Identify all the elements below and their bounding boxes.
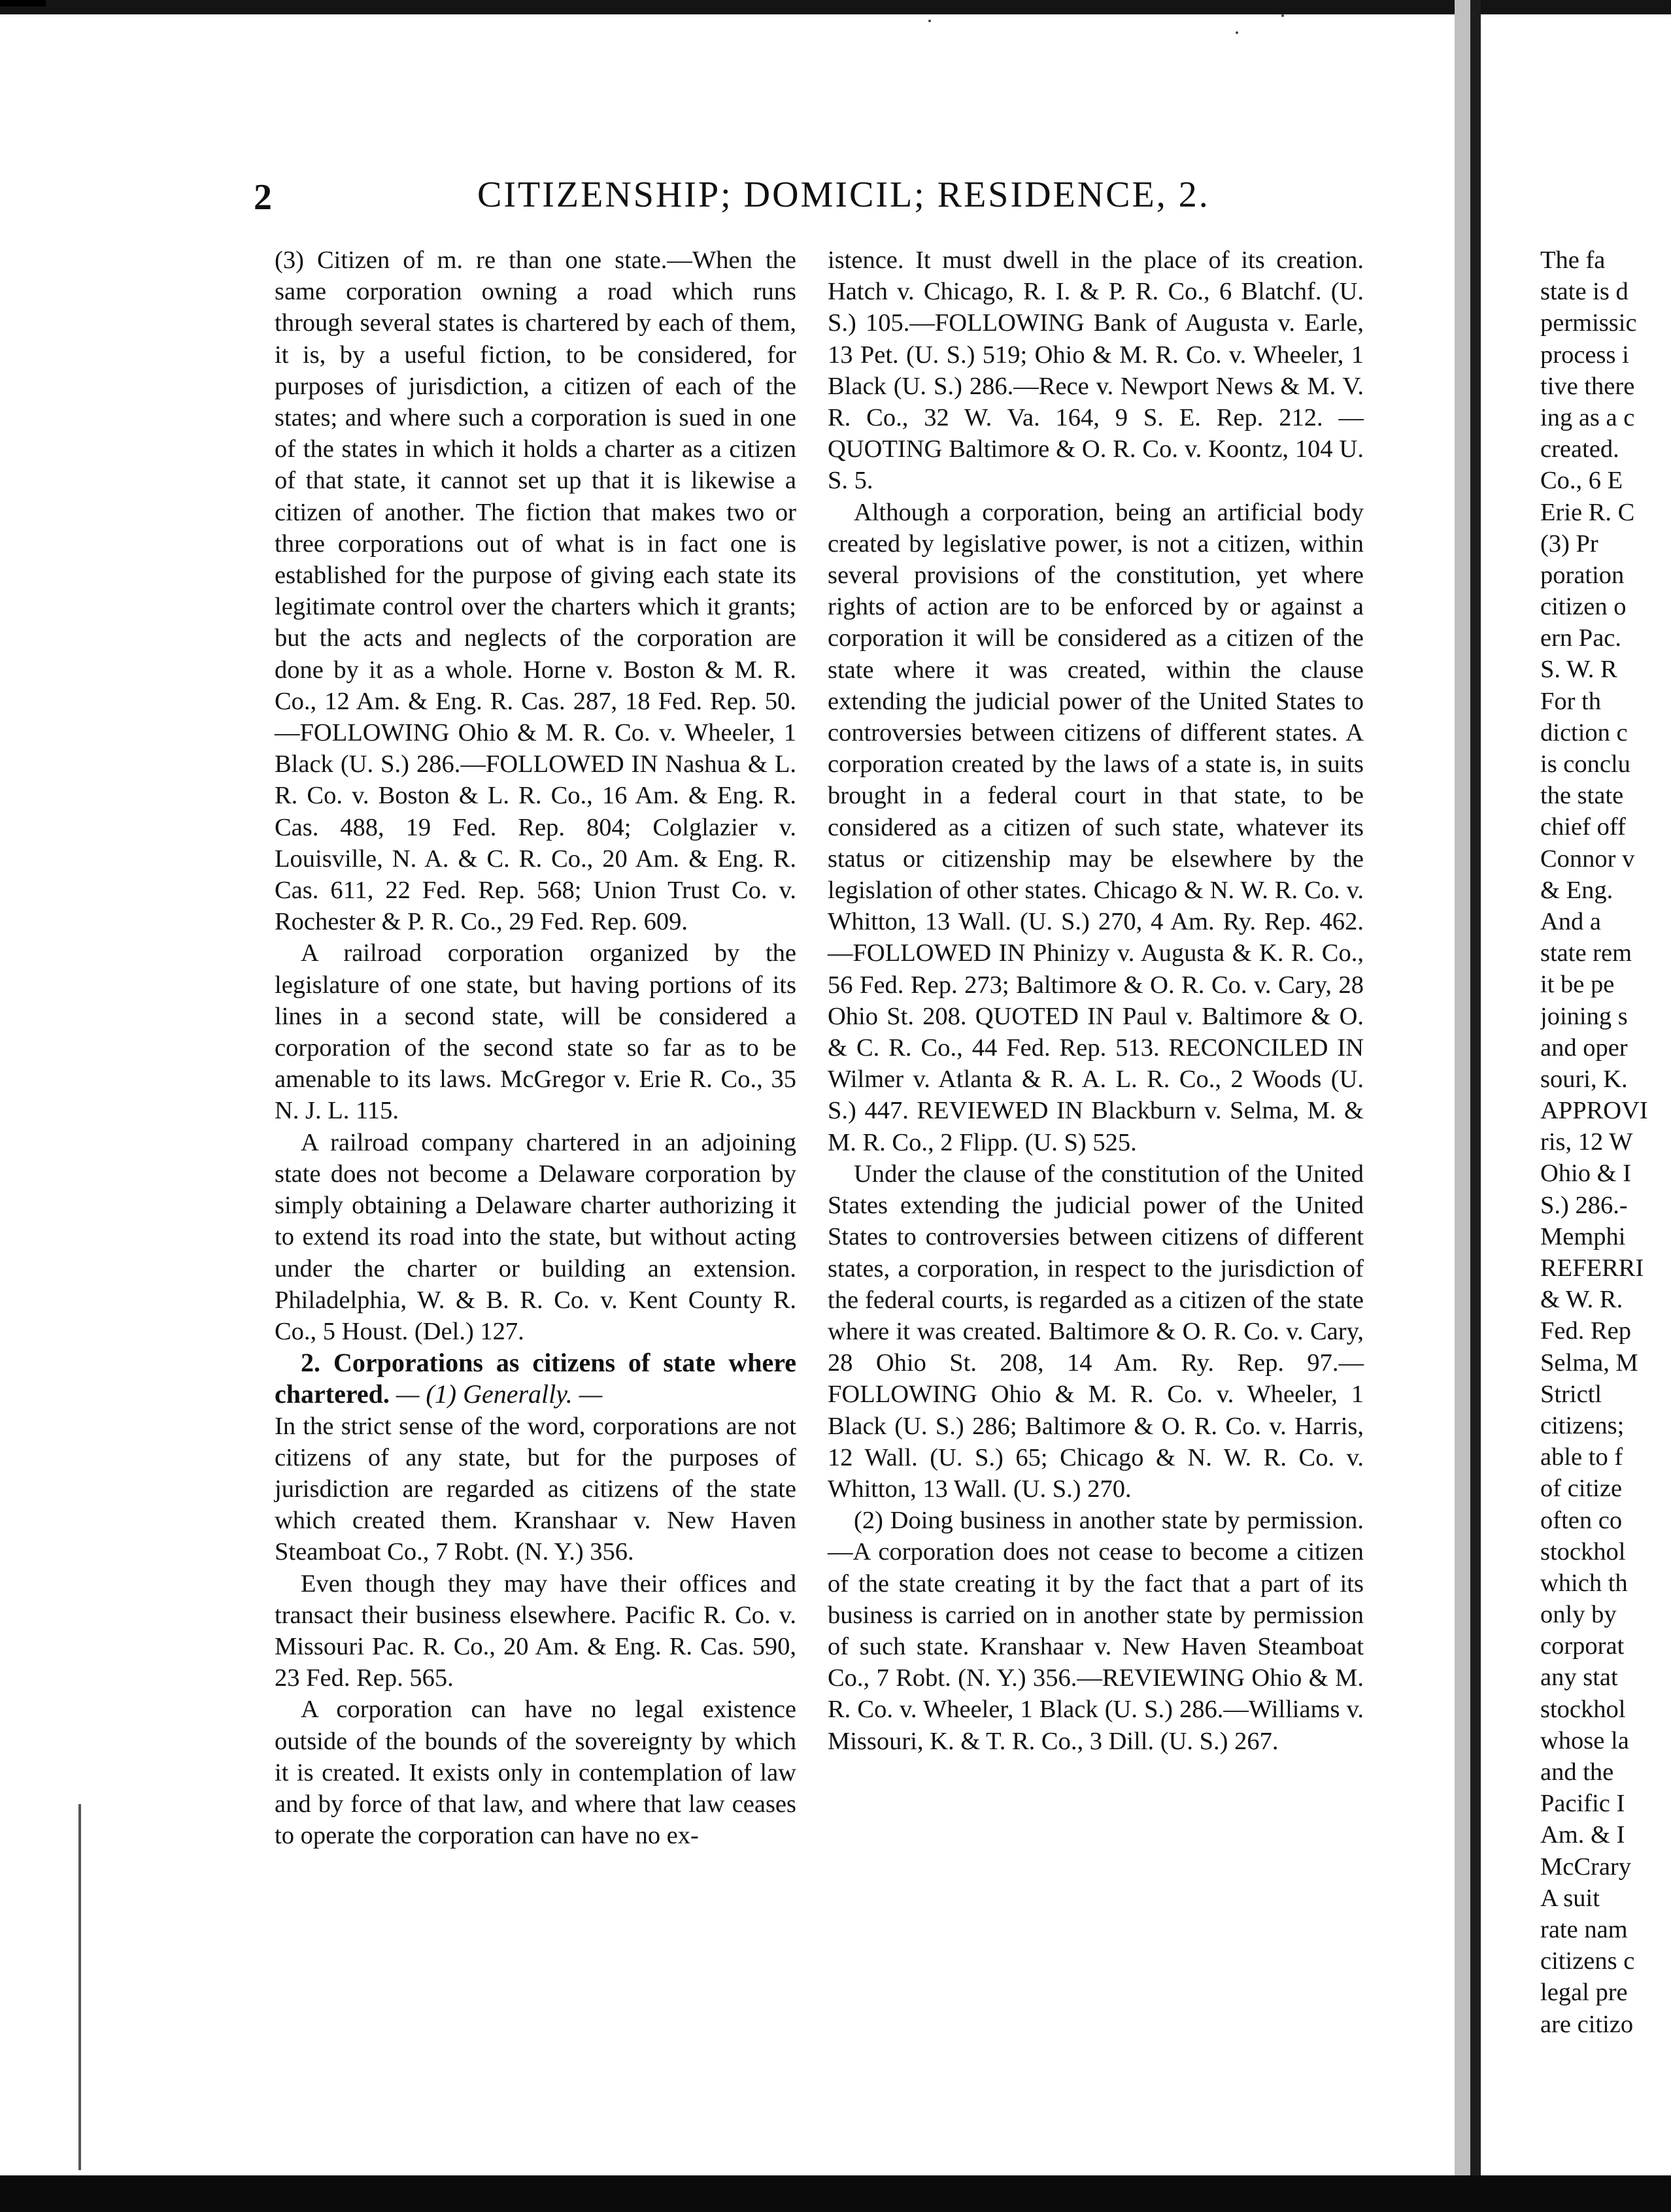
paragraph: Even though they may have their offices and transact their business elsewhere. Pacific R. Co. v. Missouri Pac. R. Co., 20 Am. & Eng. R. Cas. 590, 23 Fed. Rep. 565. — [275, 1569, 796, 1692]
scan-speck — [1236, 31, 1238, 34]
paragraph: Under the clause of the constitution of the United States extending the judicial power of the United States to controversies between citizens of different states, a corporation, in respect to the jurisdiction of the federal courts, is regarded as a citizen of the state where it was created. Baltimore & O. R. Co. v. Cary, 28 Ohio St. 208, 14 Am. Ry. Rep. 97.—FOLLOWING Ohio & M. R. Co. v. Wheeler, 1 Black (U. S.) 286; Baltimore & O. R. Co. v. Harris, 12 Wall. (U. S.) 65; Chicago & N. W. R. Co. v. Whitton, 13 Wall. (U. S.) 270. — [828, 1160, 1364, 1503]
right-column-line: Co., 6 E — [1540, 467, 1623, 495]
right-column-line: & Eng. — [1540, 876, 1613, 904]
right-column-line: state is d — [1540, 278, 1629, 306]
right-column-line: A suit — [1540, 1884, 1600, 1912]
right-column-line: process i — [1540, 341, 1629, 369]
right-column-line: Ohio & I — [1540, 1160, 1632, 1188]
right-column-line: McCrary — [1540, 1852, 1631, 1881]
right-column-line: rate nam — [1540, 1915, 1628, 1943]
scan-speck — [928, 20, 931, 22]
right-column-line: APPROVI — [1540, 1097, 1648, 1125]
right-column-line: citizen o — [1540, 593, 1627, 621]
right-column-line: ern Pac. — [1540, 624, 1621, 652]
right-column-line: S.) 286.- — [1540, 1191, 1628, 1219]
right-column-line: which th — [1540, 1569, 1628, 1597]
right-column-line: is conclu — [1540, 750, 1630, 778]
right-column-line: and oper — [1540, 1033, 1628, 1062]
section-heading-sub: — (1) Generally. — — [396, 1379, 603, 1409]
right-column-line: it be pe — [1540, 971, 1615, 999]
right-column-line: And a — [1540, 907, 1602, 935]
right-column-line: For th — [1540, 687, 1602, 715]
right-column-line: state rem — [1540, 939, 1632, 967]
right-column-line: permissic — [1540, 309, 1637, 337]
paragraph: In the strict sense of the word, corporations are not citizens of any state, but for the purposes of jurisdiction are regarded as citizens of the state which created them. Kranshaar v. New Haven Steamboat Co., 7 Robt. (N. Y.) 356. — [275, 1412, 796, 1566]
paragraph: (3) Citizen of m. re than one state.—When the same corporation owning a road which runs through several states is chartered by each of them, it is, by a useful fiction, to be considered, for purposes of jurisdiction, a citizen of each of the states; and where such a corporation is sued in one of the states in which it holds a charter as a citizen of that state, it cannot set up that it is likewise a citizen of another. The fiction that makes two or three corporations out of what is in fact one is established for the purpose of giving each state its legitimate control over the charters which it grants; but the acts and neglects of the corporation are done by it as a whole. Horne v. Boston & M. R. Co., 12 Am. & Eng. R. Cas. 287, 18 Fed. Rep. 50.—FOLLOWING Ohio & M. R. Co. v. Wheeler, 1 Black (U. S.) 286.—FOLLOWED IN Nashua & L. R. Co. v. Boston & L. R. Co., 16 Am. & Eng. R. Cas. 488, 19 Fed. Rep. 804; Colglazier v. Louisville, N. A. & C. R. Co., 20 Am. & Eng. R. Cas. 611, 22 Fed. Rep. 568; Union Trust Co. v. Rochester & P. R. Co., 29 Fed. Rep. 609. — [275, 246, 796, 936]
right-column-line: often co — [1540, 1506, 1623, 1534]
right-column-line: The fa — [1540, 246, 1606, 274]
right-column-line: (3) Pr — [1540, 529, 1598, 558]
right-column-line: Connor v — [1540, 845, 1635, 873]
section-heading-title: 2. Corporations as citizens of state where chartered. — [275, 1348, 796, 1409]
right-column-line: corporat — [1540, 1632, 1625, 1660]
paragraph: A railroad corporation organized by the legislature of one state, but having portions of its lines in a second state, will be considered a corporation of the second state so far as to be amenable to its laws. McGregor v. Erie R. Co., 35 N. J. L. 115. — [275, 939, 796, 1125]
right-column-line: ris, 12 W — [1540, 1128, 1633, 1156]
page-number: 2 — [254, 177, 272, 218]
middle-column — [828, 244, 1364, 1757]
margin-scan-line — [78, 1804, 81, 2170]
scan-speck — [1281, 14, 1284, 17]
right-column-cropped — [1540, 244, 1671, 2040]
right-column-line: ing as a c — [1540, 403, 1635, 431]
page-gutter-shadow — [1470, 0, 1481, 2212]
right-column-line: Fed. Rep — [1540, 1317, 1632, 1345]
right-column-line: able to f — [1540, 1443, 1623, 1471]
right-column-line: and the — [1540, 1758, 1614, 1786]
right-column-line: of citize — [1540, 1475, 1623, 1503]
right-column-line: stockhol — [1540, 1537, 1626, 1566]
right-column-line: diction c — [1540, 718, 1628, 746]
right-column-line: only by — [1540, 1601, 1617, 1629]
scan-top-edge — [0, 0, 1671, 14]
right-column-line: & W. R. — [1540, 1286, 1623, 1314]
right-column-line: Erie R. C — [1540, 498, 1635, 526]
right-column-line: stockhol — [1540, 1695, 1626, 1723]
right-column-line: any stat — [1540, 1664, 1618, 1692]
scan-corner-mark — [0, 0, 46, 7]
right-column-line: are citizo — [1540, 2010, 1634, 2038]
right-column-line: created. — [1540, 435, 1619, 463]
section-heading — [275, 1347, 796, 1410]
right-column-line: Am. & I — [1540, 1821, 1625, 1849]
right-column-line: Selma, M — [1540, 1349, 1638, 1377]
right-column-line: citizens; — [1540, 1411, 1625, 1439]
right-column-line: chief off — [1540, 813, 1626, 841]
right-column-line: the state — [1540, 782, 1624, 810]
right-column-line: Pacific I — [1540, 1790, 1625, 1818]
right-column-line: REFERRI — [1540, 1254, 1644, 1282]
running-head: CITIZENSHIP; DOMICIL; RESIDENCE, 2. — [477, 175, 1210, 215]
right-column-line: souri, K. — [1540, 1065, 1628, 1093]
right-column-line: poration — [1540, 561, 1625, 589]
right-column-line: whose la — [1540, 1726, 1629, 1754]
paragraph: Although a corporation, being an artificial body created by legislative power, is not a citizen, within several provisions of the constitution, yet where rights of action are to be enforced by or against a corporation it will be considered as a citizen of the state where it was created, within the clause extending the judicial power of the United States to controversies between citizens of different states. A corporation created by the laws of a state is, in suits brought in a federal court in that state, to be considered as a citizen of such state, whatever its status or citizenship may be elsewhere by the legislation of other states. Chicago & N. W. R. Co. v. Whitton, 13 Wall. (U. S.) 270, 4 Am. Ry. Rep. 462.—FOLLOWED IN Phinizy v. Augusta & K. R. Co., 56 Fed. Rep. 273; Baltimore & O. R. Co. v. Cary, 28 Ohio St. 208. QUOTED IN Paul v. Baltimore & O. & C. R. Co., 44 Fed. Rep. 513. RECONCILED IN Wilmer v. Atlanta & R. A. L. R. Co., 2 Woods (U. S.) 447. REVIEWED IN Blackburn v. Selma, M. & M. R. Co., 2 Flipp. (U. S) 525. — [828, 498, 1364, 1156]
right-column-line: legal pre — [1540, 1979, 1628, 2007]
right-column-line: citizens c — [1540, 1947, 1635, 1975]
left-column — [275, 244, 796, 1851]
right-column-line: joining s — [1540, 1002, 1628, 1030]
right-column-line: Memphi — [1540, 1222, 1626, 1250]
right-column-line: tive there — [1540, 372, 1635, 400]
paragraph: istence. It must dwell in the place of its creation. Hatch v. Chicago, R. I. & P. R. Co., 6 Blatchf. (U. S.) 105.—FOLLOWING Bank of Augusta v. Earle, 13 Pet. (U. S.) 519; Ohio & M. R. Co. v. Wheeler, 1 Black (U. S.) 286.—Rece v. Newport News & M. V. R. Co., 32 W. Va. 164, 9 S. E. Rep. 212. —QUOTING Baltimore & O. R. Co. v. Koontz, 104 U. S. 5. — [828, 246, 1364, 495]
paragraph: (2) Doing business in another state by permission.—A corporation does not cease to become a citizen of the state creating it by the fact that a part of its business is carried on in another state by permission of such state. Kranshaar v. New Haven Steamboat Co., 7 Robt. (N. Y.) 356.—REVIEWING Ohio & M. R. Co. v. Wheeler, 1 Black (U. S.) 286.—Williams v. Missouri, K. & T. R. Co., 3 Dill. (U. S.) 267. — [828, 1507, 1364, 1755]
right-column-line: S. W. R — [1540, 656, 1617, 684]
paragraph: A corporation can have no legal existence outside of the bounds of the sovereignty by which it is created. It exists only in contemplation of law and by force of that law, and where that law ceases to operate the corporation can have no ex- — [275, 1696, 796, 1850]
scan-bottom-edge — [0, 2175, 1671, 2212]
right-column-line: Strictl — [1540, 1380, 1602, 1408]
paragraph: A railroad company chartered in an adjoining state does not become a Delaware corporation by simply obtaining a Delaware charter authorizing it to extend its road into the state, but without acting under the charter or building an extension. Philadelphia, W. & B. R. Co. v. Kent County R. Co., 5 Houst. (Del.) 127. — [275, 1128, 796, 1345]
